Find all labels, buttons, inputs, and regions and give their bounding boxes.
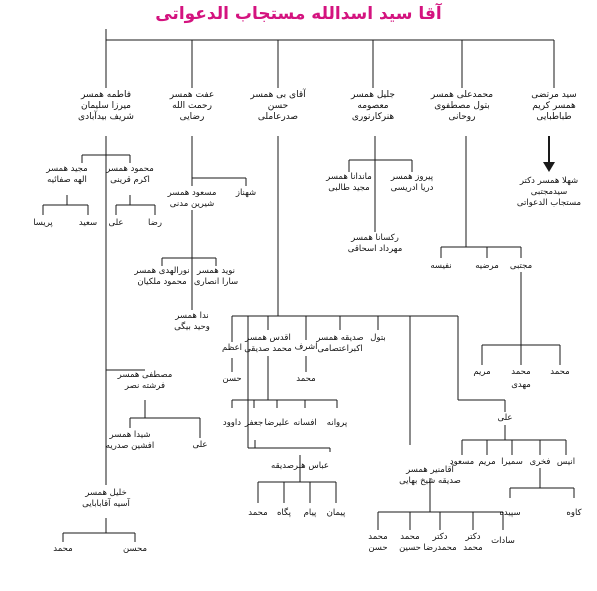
tree-node-line: محمد [296, 374, 316, 384]
tree-node-line: فرشته نصر [124, 381, 166, 391]
tree-node-line: شهلا همسر دکتر [519, 176, 579, 186]
tree-node-line: محمد [400, 532, 420, 542]
tree-node-line: محمود ملکیان [137, 277, 187, 287]
tree-node-line: مریم [478, 457, 496, 467]
tree-node-n41 [511, 380, 531, 391]
tree-node-line: حسین [399, 543, 421, 553]
tree-node-line: عفت همسر [169, 90, 215, 100]
tree-node-line: علی [192, 440, 208, 450]
tree-node-line: پریسا [33, 218, 53, 228]
tree-node-line: سعید [78, 218, 98, 228]
tree-node-n24 [33, 218, 53, 229]
tree-node-n16 [194, 266, 238, 288]
tree-node-n46 [223, 418, 241, 429]
tree-node-n53 [566, 508, 581, 519]
tree-node-line: رضا [148, 218, 162, 228]
tree-node-line: انیس [556, 457, 576, 467]
tree-node-line: محمد [248, 508, 268, 518]
tree-node-n6 [78, 90, 134, 123]
tree-node-n25 [118, 370, 173, 392]
tree-node-line: اشرف [294, 342, 318, 352]
tree-node-n4 [250, 90, 305, 123]
tree-node-n49 [530, 457, 551, 468]
tree-node-n11 [391, 172, 434, 194]
tree-node-n54 [499, 508, 520, 519]
tree-node-line: ماندانا همسر [326, 172, 372, 182]
tree-node-n65 [368, 532, 387, 554]
tree-node-line: اکرم قرینی [110, 175, 150, 185]
tree-node-line: آقامنیر همسر [406, 465, 454, 475]
tree-node-line: بتول مصطفوی [434, 101, 490, 111]
tree-node-line: فخری [529, 457, 551, 467]
tree-node-line: پروانه [326, 418, 348, 428]
tree-node-line: صدیقه همسر [316, 333, 364, 343]
tree-node-line: اکبراعتصامی [317, 344, 363, 354]
diagram-title: آقا سید اسدالله مستجاب الدعواتی [155, 4, 442, 24]
tree-node-line: مجید طالبی [328, 183, 370, 193]
tree-node-n62 [463, 532, 482, 554]
tree-node-line: خلیل همسر [85, 488, 127, 498]
tree-node-line: نوید همسر [197, 266, 235, 276]
tree-node-line: صدیقه شیخ بهایی [399, 476, 461, 486]
tree-node-n10 [510, 261, 532, 272]
tree-node-line: محمد [550, 367, 570, 377]
tree-node-line: دکتر [465, 532, 481, 542]
tree-node-line: اقدس همسر [245, 333, 291, 343]
tree-node-n33 [295, 342, 318, 353]
tree-node-n57 [304, 508, 317, 519]
tree-node-line: مسعود همسر [167, 188, 217, 198]
tree-node-line: اعظم [221, 343, 243, 353]
tree-node-n39 [511, 367, 530, 378]
tree-node-line: سادات [491, 536, 515, 546]
tree-node-line: حسن [267, 101, 289, 111]
tree-node-line: همسر کریم [532, 101, 576, 111]
tree-node-line: علی [497, 413, 513, 423]
tree-node-line: الهه صفائیه [47, 175, 87, 185]
tree-node-line: سید مرتضی [531, 90, 577, 100]
tree-node-line: محمد [463, 543, 483, 553]
tree-node-line: رضایی [179, 112, 205, 122]
tree-node-n20 [46, 164, 87, 186]
tree-node-n40 [473, 367, 490, 378]
tree-node-line: سیدمجتبی [530, 187, 568, 197]
tree-node-n37 [296, 374, 315, 385]
tree-node-line: محمد صدیقی [244, 344, 292, 354]
tree-node-n51 [478, 457, 495, 468]
tree-node-n48 [557, 457, 575, 468]
tree-node-line: رکسانا همسر [351, 233, 399, 243]
tree-node-line: محمد [368, 532, 388, 542]
tree-node-line: شهناز [235, 188, 257, 198]
tree-node-n45 [245, 418, 263, 429]
tree-node-line: هنرکارنوری [351, 112, 395, 122]
tree-node-n61 [491, 536, 515, 547]
tree-node-n21 [148, 218, 162, 229]
tree-node-line: شیرین مدنی [169, 199, 215, 209]
tree-node-line: پیروز همسر [390, 172, 434, 182]
tree-node-n23 [79, 218, 97, 229]
tree-node-line: صدرعاملی [257, 112, 299, 122]
tree-node-n34 [244, 333, 292, 355]
tree-node-line: فاطمه همسر [80, 90, 132, 100]
tree-node-line: مرضیه [475, 261, 499, 271]
tree-node-n30 [53, 544, 72, 555]
tree-node-line: عباس هنرصدیقه [271, 461, 329, 471]
tree-node-n28 [82, 488, 130, 510]
tree-node-n26 [193, 440, 208, 451]
tree-node-n59 [248, 508, 267, 519]
tree-node-line: ندا همسر [175, 311, 209, 321]
arrow-n1-to-n7 [543, 136, 555, 172]
tree-node-line: حسن [368, 543, 388, 553]
tree-node-n44 [265, 418, 290, 429]
tree-node-line: آسیه آقابابایی [82, 499, 130, 509]
tree-node-line: محمدعلی همسر [430, 90, 494, 100]
tree-node-n5 [170, 90, 215, 123]
tree-node-line: محمدرضا [423, 543, 457, 553]
tree-node-line: طباطبایی [536, 112, 572, 122]
tree-node-line: جعفر [244, 418, 264, 428]
tree-node-line: پیمان [326, 508, 346, 518]
tree-node-line: نورالهدی همسر [134, 266, 190, 276]
tree-node-n15 [168, 188, 217, 210]
tree-node-line: دریا ادریسی [390, 183, 434, 193]
tree-node-line: افشین صدریه [105, 441, 155, 451]
tree-node-line: افسانه [293, 418, 317, 428]
tree-node-n47 [498, 413, 513, 424]
tree-node-line: محسن [122, 544, 148, 554]
tree-node-n13 [348, 233, 403, 255]
tree-node-line: سپیده [499, 508, 521, 518]
tree-node-line: شریف بیدآبادی [78, 112, 134, 122]
tree-node-line: مستجاب الدعواتی [516, 198, 582, 208]
tree-node-line: سارا انصاری [193, 277, 239, 287]
tree-node-n19 [106, 164, 154, 186]
tree-node-line: مجید همسر [46, 164, 88, 174]
tree-node-n14 [236, 188, 256, 199]
tree-node-line: کاوه [566, 508, 582, 518]
tree-node-line: معصومه [357, 101, 389, 111]
tree-node-line: بتول [370, 333, 386, 343]
tree-node-line: رحمت الله [172, 101, 212, 111]
tree-node-n1 [531, 90, 576, 123]
tree-node-line: علی [108, 218, 124, 228]
tree-node-line: میرزا سلیمان [80, 101, 131, 111]
tree-node-n7 [517, 176, 581, 209]
tree-node-line: نفیسه [430, 261, 452, 271]
tree-node-n55 [271, 461, 329, 472]
tree-node-line: علیرضا [264, 418, 290, 428]
tree-node-n63 [423, 532, 456, 554]
tree-node-n9 [475, 261, 499, 272]
tree-node-line: مصطفی همسر [117, 370, 173, 380]
tree-node-line: مریم [473, 367, 491, 377]
tree-node-n43 [293, 418, 317, 429]
tree-node-n29 [123, 544, 147, 555]
tree-node-n64 [399, 532, 421, 554]
tree-node-line: آقای بی همسر [250, 90, 306, 100]
tree-node-n50 [501, 457, 523, 468]
tree-node-n8 [430, 261, 451, 272]
tree-node-line: داوود [222, 418, 242, 428]
tree-node-line: مهرداد اسحاقی [347, 244, 403, 254]
tree-node-n35 [222, 343, 242, 354]
tree-node-line: محمد [511, 367, 531, 377]
tree-node-line: حسن [222, 374, 242, 384]
tree-node-line: محمود همسر [106, 164, 154, 174]
tree-node-n58 [277, 508, 291, 519]
tree-node-n32 [316, 333, 363, 355]
tree-node-line: جلیل همسر [351, 90, 395, 100]
tree-node-n42 [327, 418, 347, 429]
tree-node-line: مجتبی [509, 261, 533, 271]
tree-node-n60 [399, 465, 461, 487]
tree-node-n17 [134, 266, 189, 288]
tree-node-n27 [106, 430, 154, 452]
tree-node-line: شیدا همسر [109, 430, 151, 440]
tree-node-n56 [327, 508, 346, 519]
tree-node-line: محمد [53, 544, 73, 554]
tree-node-line: مهدی [511, 380, 531, 390]
tree-node-line: روحانی [448, 112, 476, 122]
tree-node-line: سمیرا [501, 457, 523, 467]
tree-node-n36 [222, 374, 241, 385]
tree-node-line: وحید بیگی [174, 322, 210, 332]
tree-node-n22 [109, 218, 124, 229]
tree-node-n2 [431, 90, 493, 123]
tree-node-line: دکتر [432, 532, 448, 542]
tree-node-n12 [326, 172, 372, 194]
tree-node-line: پیام [303, 508, 317, 518]
tree-node-n38 [550, 367, 569, 378]
tree-node-n18 [174, 311, 210, 333]
tree-node-n31 [370, 333, 386, 344]
tree-node-n3 [351, 90, 395, 123]
tree-node-line: پگاه [276, 508, 292, 518]
tree-node-line: مسعود [449, 457, 475, 467]
